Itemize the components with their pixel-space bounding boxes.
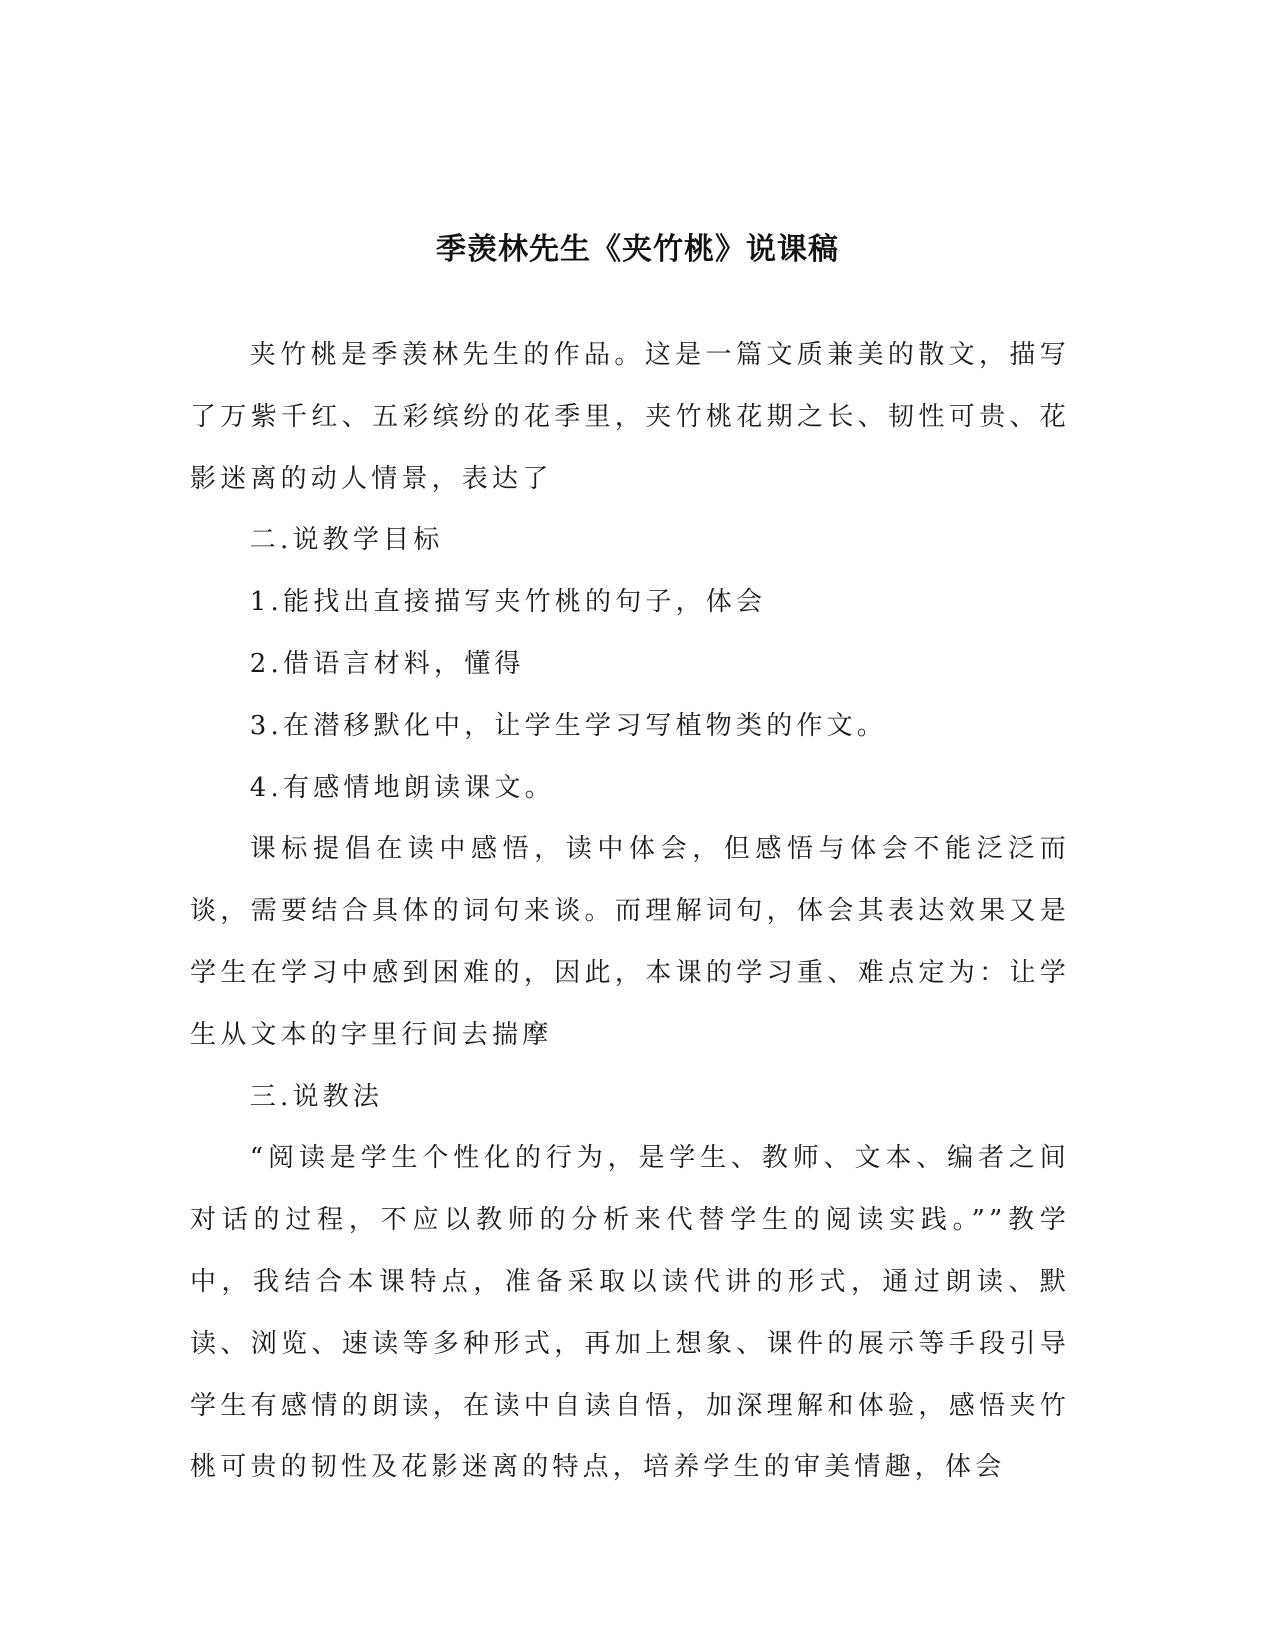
section-heading-teaching-goals: 二.说教学目标 [249,525,444,556]
document-body [190,325,1070,1499]
paragraph-teaching-methods: “阅读是学生个性化的行为，是学生、教师、文本、编者之间对话的过程，不应以教师的分析来代替学生的阅读实践。””教学中，我结合本课特点，准备采取以读代讲的形式，通过朗读、默读、浏览、速读等多种形式，再加上想象、课件的展示等手段引导学生有感情的朗读，在读中自读自悟，加深理解和体验，感悟夹竹桃可贵的韧性及花影迷离的特点，培养学生的审美情趣，体会 [190,1143,1070,1483]
goal-item-3: 3.在潜移默化中，让学生学习写植物类的作文。 [249,710,888,741]
goal-item-1: 1.能找出直接描写夹竹桃的句子，体会 [249,587,767,618]
section-heading-teaching-methods: 三.说教法 [249,1081,384,1112]
paragraph-key-points: 课标提倡在读中感悟，读中体会，但感悟与体会不能泛泛而谈，需要结合具体的词句来谈。而理解词句，体会其表达效果又是学生在学习中感到困难的，因此，本课的学习重、难点定为：让学生从文本的字里行间去揣摩 [190,834,1070,1050]
goal-item-4: 4.有感情地朗读课文。 [249,772,555,803]
goal-item-2: 2.借语言材料，懂得 [249,648,525,679]
document-title: 季羡林先生《夹竹桃》说课稿 [436,232,839,268]
paragraph-intro: 夹竹桃是季羡林先生的作品。这是一篇文质兼美的散文，描写了万紫千红、五彩缤纷的花季里，夹竹桃花期之长、韧性可贵、花影迷离的动人情景，表达了 [190,340,1070,494]
